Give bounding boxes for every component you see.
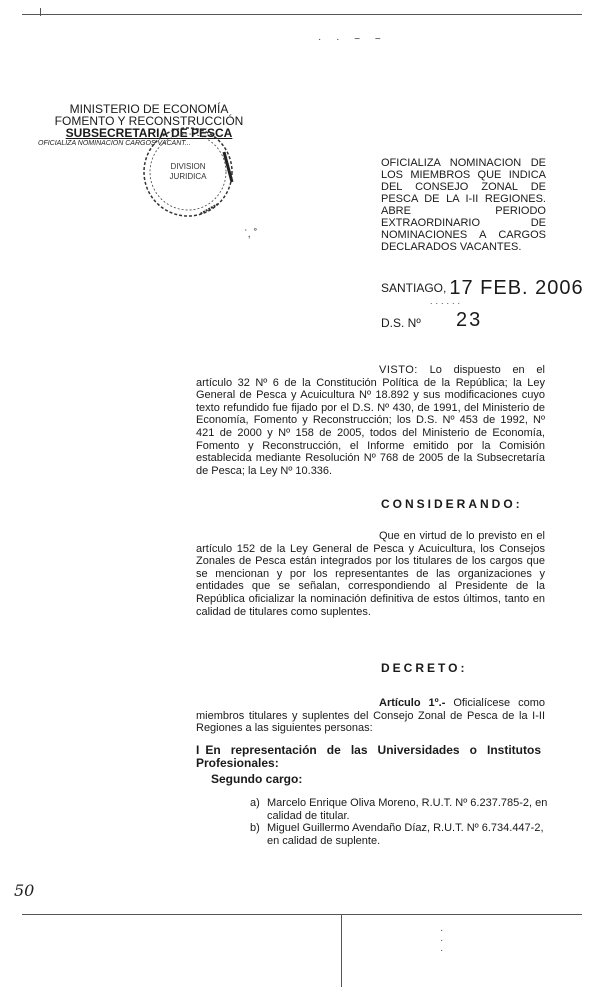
item-marker: a)	[250, 797, 260, 809]
item-marker: b)	[250, 822, 260, 834]
date-stamp: 17 FEB. 2006	[449, 277, 584, 299]
ds-number: 23	[456, 309, 483, 331]
santiago-label: SANTIAGO,	[381, 281, 447, 295]
article-1-paragraph	[196, 697, 545, 735]
considerando-heading: CONSIDERANDO:	[381, 497, 523, 511]
ministry-subsecretaria: SUBSECRETARIA DE PESCA	[65, 126, 233, 140]
santiago-date	[381, 277, 584, 300]
item-text: Miguel Guillermo Avendaño Díaz, R.U.T. Nº 6.734.447-2, en calidad de suplente.	[267, 822, 544, 847]
visto-paragraph	[196, 364, 545, 477]
ministry-line-1: MINISTERIO DE ECONOMÍA	[69, 102, 229, 116]
decree-title: OFICIALIZA NOMINACION DE LOS MIEMBROS QUE INDICA DEL CONSEJO ZONAL DE PESCA DE LA I-II REGIONES. ABRE PERIODO EXTRAORDINARIO DE NOMINACIONES A CARGOS DECLARADOS VACANTES.	[381, 157, 546, 253]
pencil-mark: ʿ, ˚	[244, 228, 258, 240]
segundo-cargo-label: Segundo cargo:	[211, 772, 303, 786]
scan-fold-line	[341, 914, 342, 987]
list-item	[250, 797, 550, 822]
seal-icon	[140, 122, 240, 222]
date-underline: ......	[430, 296, 464, 306]
handwritten-folio: 50	[14, 881, 35, 900]
list-item	[250, 822, 550, 847]
section-number: I	[196, 743, 200, 757]
article-1-title: Artículo 1º.-	[379, 697, 446, 709]
svg-text:DIVISION: DIVISION	[170, 162, 206, 171]
decreto-heading: DECRETO:	[381, 661, 468, 675]
scan-dots: · · ·	[440, 925, 444, 956]
article-1-text: Oficialícese como miembros titulares y suplentes del Consejo Zonal de Pesca de la I-II Regiones a las siguientes personas:	[196, 697, 546, 735]
svg-text:JURIDICA: JURIDICA	[169, 172, 207, 181]
item-text: Marcelo Enrique Oliva Moreno, R.U.T. Nº 6.237.785-2, en calidad de titular.	[267, 797, 548, 822]
section-1-heading	[196, 744, 541, 770]
scan-tick	[40, 8, 41, 16]
considerando-paragraph: Que en virtud de lo previsto en el artículo 152 de la Ley General de Pesca y Acuicultura, los Consejos Zonales de Pesca están integrados por los titulares de los cargos que se mencionan y por los representantes de las organizaciones y entidades que se señalan, correspondiendo al Presidente de la República oficializar la nominación definitiva de estos últimos, tanto en calidad de titulares como suplentes.	[196, 530, 545, 618]
division-juridica-seal	[140, 122, 240, 227]
scan-marks: · · − −	[318, 34, 387, 45]
ministry-line-2: FOMENTO Y RECONSTRUCCIÓN	[54, 114, 244, 128]
scan-border-bottom	[22, 914, 582, 915]
section-text: En representación de las Universidades o Institutos Profesionales:	[196, 743, 541, 770]
visto-lead: VISTO:	[379, 364, 418, 376]
stamp-note: OFICIALIZA NOMINACION CARGOS VACANT...	[38, 140, 191, 147]
scan-border-top	[22, 14, 582, 15]
members-list	[250, 797, 550, 847]
ds-label: D.S. Nº	[381, 316, 421, 330]
visto-text: Lo dispuesto en el artículo 32 Nº 6 de la Constitución Política de la República; la Ley General de Pesca y Acuicultura Nº 18.892 y sus modificaciones cuyo texto refundido fue fijado por el D.S. Nº 430, de 1991, del Ministerio de Economía, Fomento y Reconstrucción; los D.S. Nº 453 de 1992, Nº 421 de 2000 y Nº 158 de 2005, todos del Ministerio de Economía, Fomento y Reconstrucción, el Informe emitido por la Comisión establecida mediante Resolución Nº 768 de 2005 de la Subsecretaría de Pesca; la Ley Nº 10.336.	[196, 364, 545, 477]
